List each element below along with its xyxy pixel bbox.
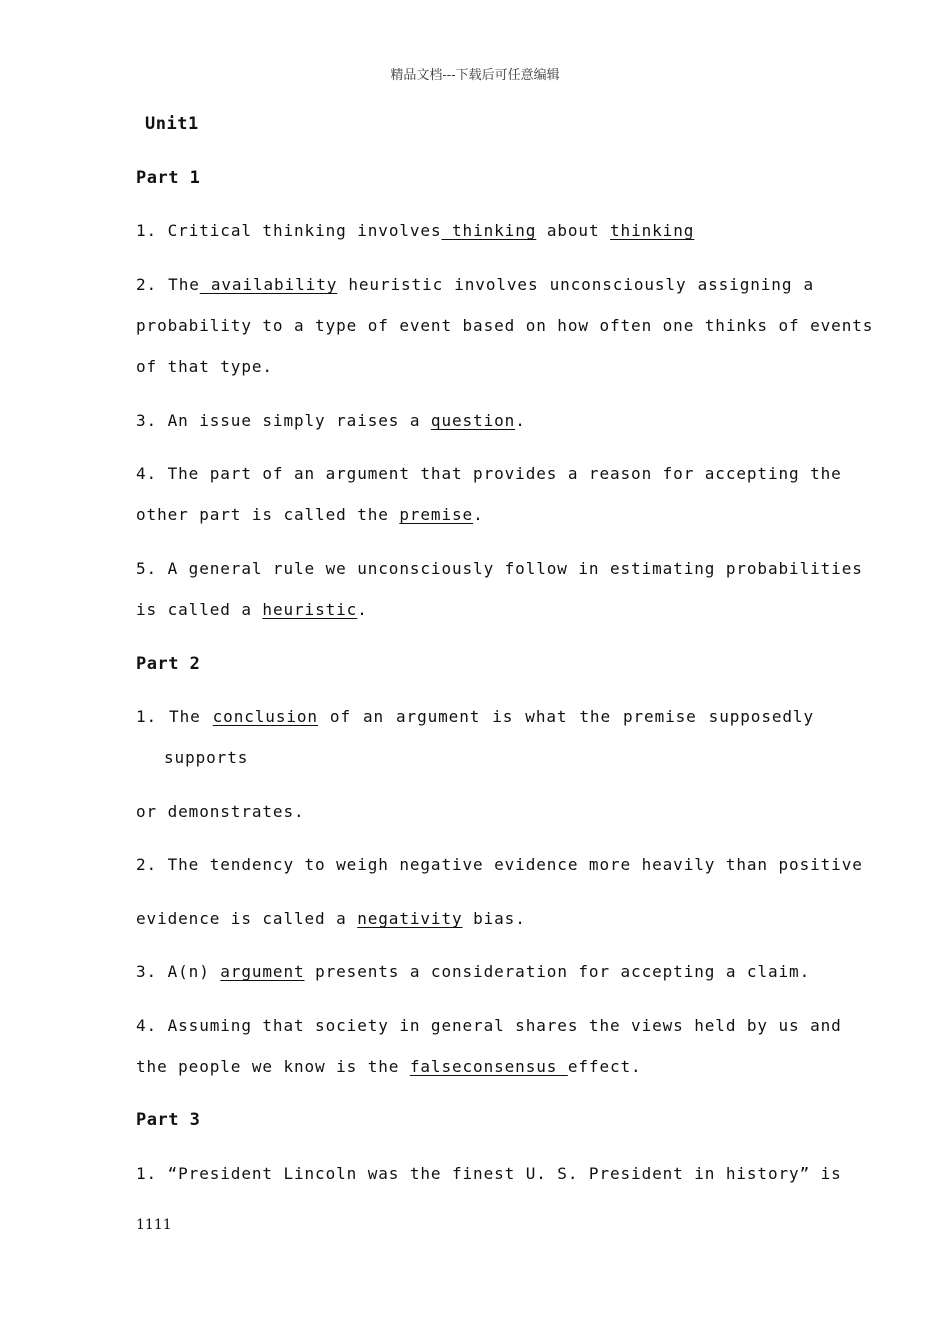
p1-question-1 — [136, 221, 814, 240]
unit-title: Unit1 — [145, 114, 199, 134]
p2-question-2-line-2 — [136, 909, 814, 928]
p3-question-1-line-1: 1. “President Lincoln was the finest U. S. President in history” is — [136, 1164, 842, 1183]
p1-q2-rest: heuristic involves unconsciously assigning a — [337, 275, 814, 294]
part-3-heading: Part 3 — [136, 1110, 201, 1130]
p1-q3-end: . — [515, 411, 526, 430]
p2-q4-answer: falseconsensus — [409, 1057, 568, 1076]
p2-question-2-line-1: 2. The tendency to weigh negative evidence more heavily than positive — [136, 855, 863, 874]
p2-q2-answer: negativity — [357, 909, 463, 928]
p2-q1-answer: conclusion — [212, 707, 318, 726]
p1-q1-answer-2: thinking — [610, 221, 695, 240]
p1-q1-text: Critical thinking involves — [167, 221, 442, 240]
p1-question-3 — [136, 411, 814, 430]
p2-question-1-line-3: or demonstrates. — [136, 802, 305, 821]
p1-q2-answer: availability — [199, 275, 338, 294]
p2-question-4-line-1: 4. Assuming that society in general shares the views held by us and — [136, 1016, 842, 1035]
p1-question-2-line-3: of that type. — [136, 357, 273, 376]
p1-question-2-line-2: probability to a type of event based on how often one thinks of events — [136, 316, 874, 335]
part-2-heading: Part 2 — [136, 654, 201, 674]
p2-question-1-line-2: supports — [164, 748, 249, 767]
p1-q2-text: The — [168, 275, 200, 294]
page-header: 精品文档---下载后可任意编辑 — [390, 68, 560, 83]
p1-q5-end: . — [357, 600, 368, 619]
p1-q5-text: is called a — [136, 600, 263, 619]
p2-q2-end: bias. — [462, 909, 526, 928]
p2-q4-text: the people we know is the — [136, 1057, 410, 1076]
p2-q1-text: 1. The — [136, 707, 213, 726]
p2-question-4-line-2 — [136, 1057, 814, 1076]
p1-question-2-line-1 — [136, 275, 814, 294]
p1-q1-answer-1: thinking — [441, 221, 537, 240]
part-1-heading: Part 1 — [136, 168, 201, 188]
p2-question-3 — [136, 962, 814, 981]
p2-q1-rest: of an argument is what the premise supposedly — [317, 707, 814, 726]
p1-q5-answer: heuristic — [262, 600, 358, 619]
p1-q4-end: . — [473, 505, 484, 524]
p1-question-5-line-2 — [136, 600, 814, 619]
p1-q2-num: 2. — [136, 275, 158, 294]
p2-q3-text: 3. A(n) — [136, 962, 221, 981]
p2-q4-end: effect. — [567, 1057, 642, 1076]
p1-question-4-line-1: 4. The part of an argument that provides a reason for accepting the — [136, 464, 842, 483]
p1-q3-answer: question — [430, 411, 516, 430]
p1-question-4-line-2 — [136, 505, 814, 524]
p1-q1-mid: about — [536, 221, 611, 240]
p2-q3-end: presents a consideration for accepting a claim. — [304, 962, 811, 981]
p1-question-5-line-1: 5. A general rule we unconsciously follow in estimating probabilities — [136, 559, 863, 578]
p2-question-1-line-1 — [136, 707, 814, 726]
p1-q1-num: 1. — [136, 221, 158, 240]
p1-q3-text: 3. An issue simply raises a — [136, 411, 431, 430]
p2-q2-text: evidence is called a — [136, 909, 358, 928]
p1-q4-answer: premise — [399, 505, 474, 524]
p1-q4-text: other part is called the — [136, 505, 400, 524]
page-footer-number: 1111 — [136, 1217, 172, 1233]
p2-q3-answer: argument — [220, 962, 305, 981]
